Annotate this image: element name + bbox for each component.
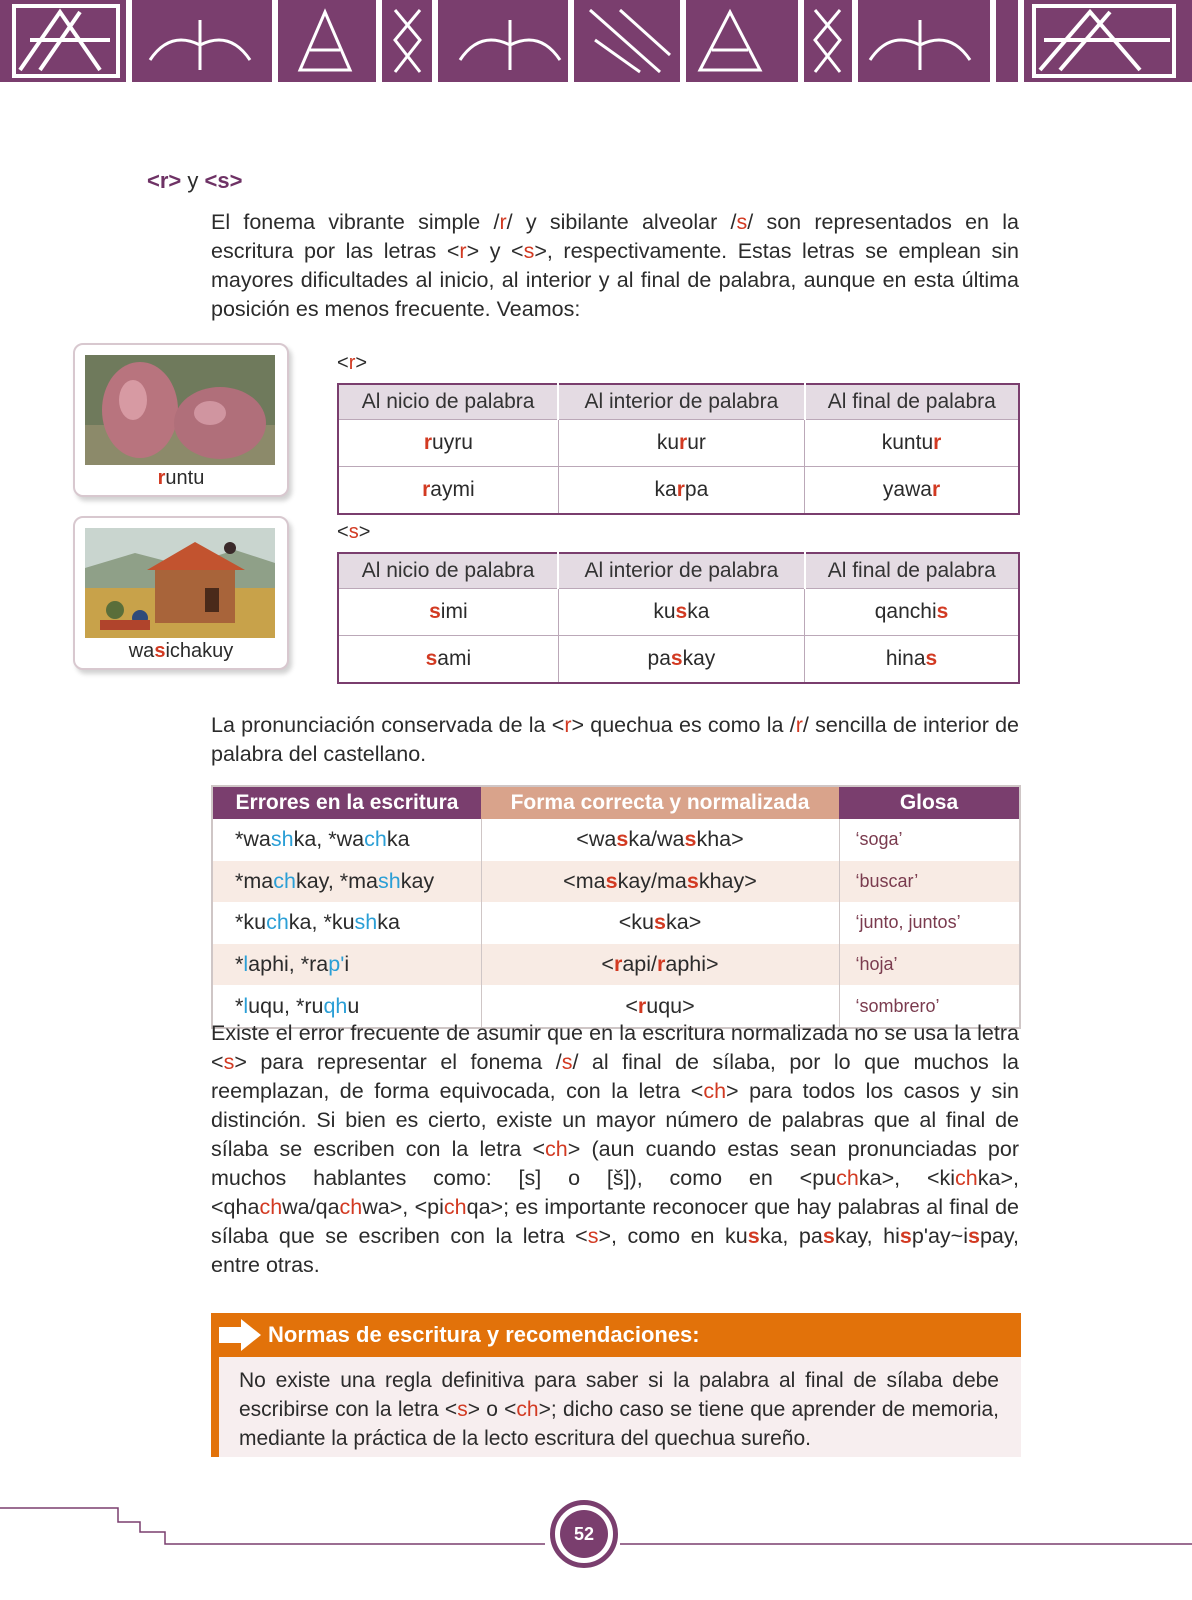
highlighted-text: ch (443, 1195, 467, 1219)
table-cell (558, 467, 804, 515)
cell-highlight: r (423, 431, 433, 454)
table-s (337, 552, 1020, 684)
table-r (337, 383, 1020, 515)
highlighted-text: s (561, 1050, 573, 1074)
table-header-row (338, 384, 1019, 420)
intro-highlight: r (459, 239, 467, 263)
label-letter: r (348, 352, 356, 374)
text-segment: <wa (576, 827, 617, 852)
note-body (239, 1366, 999, 1453)
table-row (212, 902, 1020, 944)
table-header-row (212, 786, 1020, 819)
gloss-cell: ‘buscar’ (839, 861, 1020, 903)
cell-text: aymi (430, 478, 475, 501)
highlighted-text: s (747, 1224, 760, 1248)
text-segment: wa/qa (282, 1195, 340, 1219)
section-heading (147, 168, 242, 194)
highlighted-text: s (616, 827, 629, 852)
intro-text: >, respectivamente. Estas letras se emplean sin mayores dificultades al inicio, al interior y al final de palabra, aunque en esta última posición es menos frecuente. Veamos: (211, 239, 1019, 321)
heading-bracket: < (204, 168, 218, 193)
cell-highlight: s (429, 600, 441, 623)
highlighted-text: s (587, 1224, 599, 1248)
highlighted-text: sh (354, 910, 378, 935)
highlighted-text: s (684, 827, 697, 852)
text-segment: api/ (622, 952, 657, 977)
highlighted-text: ch (364, 827, 387, 852)
cell-highlight: s (936, 600, 949, 623)
intro-paragraph (211, 208, 1019, 324)
label-bracket: > (355, 352, 368, 374)
highlighted-text: ch (273, 868, 296, 893)
arrow-right-icon (217, 1317, 263, 1353)
text-segment: > (aun cuando estas sean pronunciadas por muchos hablantes como: [s] o [š]), como en <pu (211, 1137, 1019, 1190)
text-segment: kay (400, 868, 435, 893)
pronunciation-paragraph (211, 711, 1019, 769)
highlighted-text: s (899, 1224, 912, 1248)
error-explanation-paragraph (211, 1019, 1019, 1280)
intro-highlight: s (736, 210, 748, 234)
cell-text: ka (654, 478, 677, 501)
image-caption (75, 467, 287, 490)
table-row (338, 420, 1019, 467)
recommendations-box (211, 1313, 1021, 1457)
cell-highlight: r (679, 431, 688, 454)
caption-highlight: r (157, 467, 166, 489)
cell-text: kay (682, 647, 716, 670)
text-segment: > o < (467, 1398, 517, 1421)
column-header: Al final de palabra (805, 384, 1019, 420)
paragraph-highlight: r (795, 713, 803, 737)
table-header-row (338, 553, 1019, 589)
text-segment: u (347, 993, 360, 1018)
highlighted-text: ch (545, 1137, 568, 1161)
text-segment: kha> (696, 827, 744, 852)
heading-bracket: < (147, 168, 160, 193)
cell-text: hina (885, 647, 926, 670)
correct-form-cell (481, 819, 839, 861)
table-cell (805, 467, 1019, 515)
error-cell (212, 819, 481, 861)
page-number-badge (550, 1500, 618, 1568)
cell-highlight: r (676, 478, 685, 501)
heading-bracket: > (168, 168, 182, 193)
text-segment: *ku (235, 910, 267, 935)
highlighted-text: s (654, 910, 666, 935)
highlighted-text: qh (323, 993, 348, 1018)
highlighted-text: r (613, 952, 623, 977)
text-segment: ka/wa (628, 827, 685, 852)
text-segment: ka, *wa (293, 827, 365, 852)
house-building-illustration-icon (85, 528, 275, 638)
text-segment: * (235, 952, 244, 977)
text-segment: <ku (618, 910, 655, 935)
image-caption (75, 640, 287, 663)
text-segment: Existe el error frecuente de asumir que en la escritura normalizada no se usa la letra < (211, 1021, 1019, 1074)
text-segment: ka>, <qha (211, 1166, 1019, 1219)
image-card-runtu (73, 343, 289, 497)
caption-text: ichakuy (165, 640, 234, 662)
image-card-wasichakuy (73, 516, 289, 670)
cell-text: ka (687, 600, 710, 623)
text-segment: aphi> (665, 952, 719, 977)
text-segment: kay, *ma (295, 868, 378, 893)
column-header: Al interior de palabra (558, 384, 804, 420)
text-segment: / al final de sílaba, por lo que muchos la reemplazan, de forma equivocada, con la letra < (211, 1050, 1019, 1103)
table-row (212, 861, 1020, 903)
highlighted-text: s (457, 1398, 468, 1421)
cell-text: ur (687, 431, 706, 454)
paragraph-text: / sencilla de interior de palabra del castellano. (211, 713, 1020, 766)
column-header: Errores en la escritura (212, 786, 481, 819)
cell-text: uyru (432, 431, 473, 454)
table-cell (558, 420, 804, 467)
intro-text: El fonema vibrante simple / (211, 210, 500, 234)
text-segment: pay, entre otras. (211, 1224, 1020, 1277)
table-row (212, 819, 1020, 861)
highlighted-text: ch (339, 1195, 363, 1219)
text-segment: ka, *ku (288, 910, 355, 935)
correct-form-cell (481, 944, 839, 986)
cell-highlight: r (931, 478, 941, 501)
label-bracket: > (358, 521, 371, 543)
cell-text: ami (437, 647, 472, 670)
column-header: Al final de palabra (805, 553, 1019, 589)
note-title: Normas de escritura y recomendaciones: (268, 1322, 700, 1347)
eggs-illustration-icon (85, 355, 275, 465)
text-segment: >, como en ku (598, 1224, 748, 1248)
column-header: Al interior de palabra (558, 553, 804, 589)
cell-highlight: r (933, 431, 942, 454)
highlighted-text: sh (270, 827, 294, 852)
highlighted-text: ch (516, 1398, 539, 1421)
cell-text: yawa (882, 478, 932, 501)
table-cell (805, 420, 1019, 467)
table-row (212, 944, 1020, 986)
text-segment: ka (377, 910, 400, 935)
intro-highlight: r (499, 210, 507, 234)
correct-form-cell (481, 861, 839, 903)
decorative-header-banner (0, 0, 1192, 82)
paragraph-text: > quechua es como la / (571, 713, 796, 737)
column-header: Glosa (839, 786, 1020, 819)
text-segment: wa>, <pi (362, 1195, 444, 1219)
text-segment: *ma (235, 868, 274, 893)
paragraph-text: La pronunciación conservada de la < (211, 713, 565, 737)
table-row (338, 589, 1019, 636)
highlighted-text: l (243, 993, 249, 1018)
intro-text: / son representados en la escritura por las letras < (211, 210, 1020, 263)
caption-text: untu (165, 467, 205, 489)
column-header: Al nicio de palabra (338, 384, 558, 420)
highlighted-text: ch (259, 1195, 283, 1219)
table-row (338, 636, 1019, 684)
cell-text: pa (684, 478, 709, 501)
highlighted-text: sh (378, 868, 401, 893)
text-segment: < (601, 952, 614, 977)
text-segment: >; dicho caso se tiene que aprender de memoria, mediante la práctica de la lecto escritura del quechua sureño. (239, 1398, 999, 1450)
label-letter: s (348, 521, 359, 543)
table-cell (338, 589, 558, 636)
text-segment: <ma (563, 868, 606, 893)
text-segment: i (344, 952, 350, 977)
text-segment: qa>; es importante reconocer que hay palabras al final de sílaba que se escriben con la letra < (211, 1195, 1019, 1248)
caption-highlight: s (154, 640, 166, 662)
textile-pattern-icon (0, 0, 1192, 82)
text-segment: * (235, 993, 244, 1018)
highlighted-text: s (686, 868, 699, 893)
intro-text: / y sibilante alveolar / (506, 210, 737, 234)
heading-bracket: > (229, 168, 243, 193)
error-cell (212, 944, 481, 986)
intro-highlight: s (523, 239, 535, 263)
text-segment: ka>, <ki (858, 1166, 956, 1190)
paragraph-highlight: r (564, 713, 572, 737)
label-bracket: < (337, 352, 349, 374)
heading-connector: y (181, 168, 205, 193)
table-cell (805, 636, 1019, 684)
highlighted-text: s (822, 1224, 835, 1248)
heading-letter-r: r (159, 168, 169, 193)
page-number: 52 (560, 1510, 608, 1558)
column-header: Forma correcta y normalizada (481, 786, 839, 819)
text-segment: kay, hi (834, 1224, 900, 1248)
highlighted-text: ch (955, 1166, 978, 1190)
cell-highlight: s (675, 600, 688, 623)
gloss-cell: ‘sombrero’ (839, 985, 1020, 1028)
table-cell (338, 420, 558, 467)
highlighted-text: s (605, 868, 618, 893)
text-segment: > para representar el fonema / (234, 1050, 562, 1074)
gloss-cell: ‘junto, juntos’ (839, 902, 1020, 944)
text-segment: *wa (235, 827, 271, 852)
table-cell (558, 589, 804, 636)
highlighted-text: s (223, 1050, 235, 1074)
highlighted-text: ch (703, 1079, 727, 1103)
errors-table (211, 785, 1021, 1029)
table-r-label (337, 352, 367, 375)
text-segment: No existe una regla definitiva para saber si la palabra al final de sílaba debe escribirse con la letra < (239, 1369, 999, 1421)
cell-text: kuntu (881, 431, 934, 454)
error-cell (212, 902, 481, 944)
table-cell (338, 636, 558, 684)
cell-text: qanchi (874, 600, 937, 623)
table-row (338, 467, 1019, 515)
text-segment: ka> (665, 910, 702, 935)
intro-text: > y < (466, 239, 524, 263)
cell-text: imi (440, 600, 468, 623)
highlighted-text: r (637, 993, 647, 1018)
heading-letter-s: s (217, 168, 230, 193)
text-segment: p'ay~i (911, 1224, 968, 1248)
text-segment: aphi, *ra (248, 952, 329, 977)
table-cell (558, 636, 804, 684)
table-cell (805, 589, 1019, 636)
highlighted-text: ch (836, 1166, 859, 1190)
cell-highlight: s (670, 647, 683, 670)
highlighted-text: r (657, 952, 666, 977)
text-segment: uqu> (646, 993, 695, 1018)
label-bracket: < (337, 521, 349, 543)
text-segment: > para todos los casos y sin distinción. Si bien es cierto, existe un mayor número de palabras que al final de sílaba se escriben con la letra < (211, 1079, 1020, 1161)
cell-text: ku (653, 600, 676, 623)
text-segment: ka, pa (759, 1224, 823, 1248)
correct-form-cell (481, 902, 839, 944)
text-segment: < (625, 993, 638, 1018)
caption-text: wa (128, 640, 155, 662)
error-cell (212, 861, 481, 903)
text-segment: kay/ma (617, 868, 687, 893)
table-s-label (337, 521, 370, 544)
highlighted-text: ch (266, 910, 289, 935)
cell-highlight: s (925, 647, 938, 670)
highlighted-text: l (243, 952, 249, 977)
text-segment: uqu, *ru (248, 993, 324, 1018)
text-segment: khay> (698, 868, 757, 893)
highlighted-text: s (968, 1224, 980, 1248)
highlighted-text: p' (328, 952, 345, 977)
gloss-cell: ‘soga’ (839, 819, 1020, 861)
cell-highlight: r (422, 478, 431, 501)
text-segment: ka (386, 827, 410, 852)
cell-highlight: s (425, 647, 438, 670)
column-header: Al nicio de palabra (338, 553, 558, 589)
cell-text: pa (647, 647, 671, 670)
table-cell (338, 467, 558, 515)
gloss-cell: ‘hoja’ (839, 944, 1020, 986)
cell-text: ku (656, 431, 680, 454)
